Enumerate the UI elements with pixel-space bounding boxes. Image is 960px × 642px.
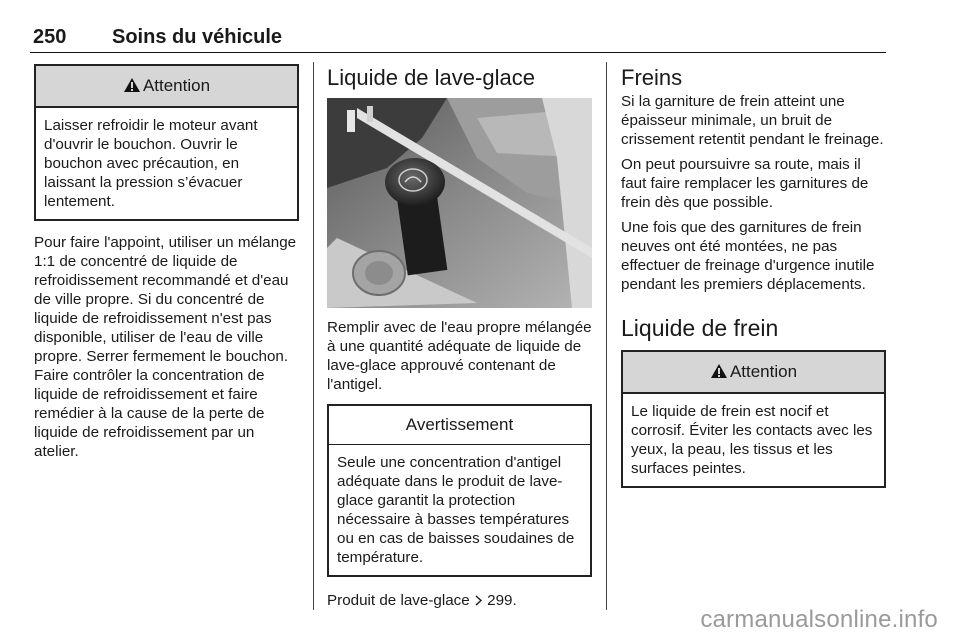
warning-triangle-icon xyxy=(123,77,141,93)
brakes-paragraph-1: Si la garniture de frein atteint une épaisseur minimale, un bruit de crissement retentit pendant le freinage. xyxy=(621,93,884,148)
chapter-title: Soins du véhicule xyxy=(112,26,283,48)
coolant-paragraph: Pour faire l'appoint, utiliser un mélange 1:1 de concentré de liquide de refroidissement recommandé et d'eau de ville propre. Si du concentré de liquide de refroidissement n'est pas disponible, utiliser de l'eau de ville propre. Serrer fermement le bouchon. Faire contrôler la concentration de liquide de refroidissement et faire remédier à la cause de la perte de liquide de refroidissement par un atelier. xyxy=(34,234,297,460)
column-divider xyxy=(313,62,314,610)
brakes-paragraph-2: On peut poursuivre sa route, mais il faut faire remplacer les garnitures de frein dès que possible. xyxy=(621,156,869,211)
attention-box-header xyxy=(36,66,297,108)
product-reference-page[interactable]: 299. xyxy=(487,592,517,609)
page-number: 250 xyxy=(33,26,67,48)
warning-triangle-icon xyxy=(710,363,728,379)
page-header xyxy=(30,26,886,53)
washer-reservoir-photo xyxy=(327,98,592,308)
column-middle xyxy=(327,64,592,610)
section-heading-washer-fluid: Liquide de lave-glace xyxy=(327,65,535,90)
brake-fluid-attention-text: Le liquide de frein est nocif et corrosif. Éviter les contacts avec les yeux, la peau, les tissus et les surfaces peintes. xyxy=(631,403,873,477)
brake-fluid-attention-title: Attention xyxy=(729,362,798,381)
product-reference xyxy=(327,591,592,610)
brakes-paragraph-3: Une fois que des garnitures de frein neuves ont été montées, ne pas effectuer de freinage d'urgence inutile pendant les premiers déplacements. xyxy=(621,219,875,293)
page-reference-arrow-icon xyxy=(474,595,483,606)
attention-box-text: Laisser refroidir le moteur avant d'ouvrir le bouchon. Ouvrir le bouchon avec précaution, en laissant la pression s’évacuer lentement. xyxy=(44,117,258,210)
section-heading-brakes: Freins xyxy=(621,65,683,90)
attention-box-title: Attention xyxy=(142,76,211,95)
warning-box-text: Seule une concentration d'antigel adéquate dans le produit de lave-glace garantit la protection nécessaire à basses températures ou en cas de baisses soudaines de température. xyxy=(337,454,575,566)
brake-fluid-attention-box xyxy=(621,350,886,488)
column-left xyxy=(34,64,299,461)
column-right xyxy=(621,64,886,488)
column-divider xyxy=(606,62,607,610)
section-heading-brake-fluid: Liquide de frein xyxy=(621,315,779,341)
brake-fluid-attention-header xyxy=(623,352,884,394)
washer-fluid-paragraph: Remplir avec de l'eau propre mélangée à une quantité adéquate de liquide de lave-glace approuvé contenant de l'antigel. xyxy=(327,319,592,393)
warning-box xyxy=(327,404,592,577)
attention-box xyxy=(34,64,299,221)
warning-box-title: Avertissement xyxy=(329,406,590,445)
watermark: carmanualsonline.info xyxy=(700,606,938,633)
product-reference-label: Produit de lave-glace xyxy=(327,592,470,609)
